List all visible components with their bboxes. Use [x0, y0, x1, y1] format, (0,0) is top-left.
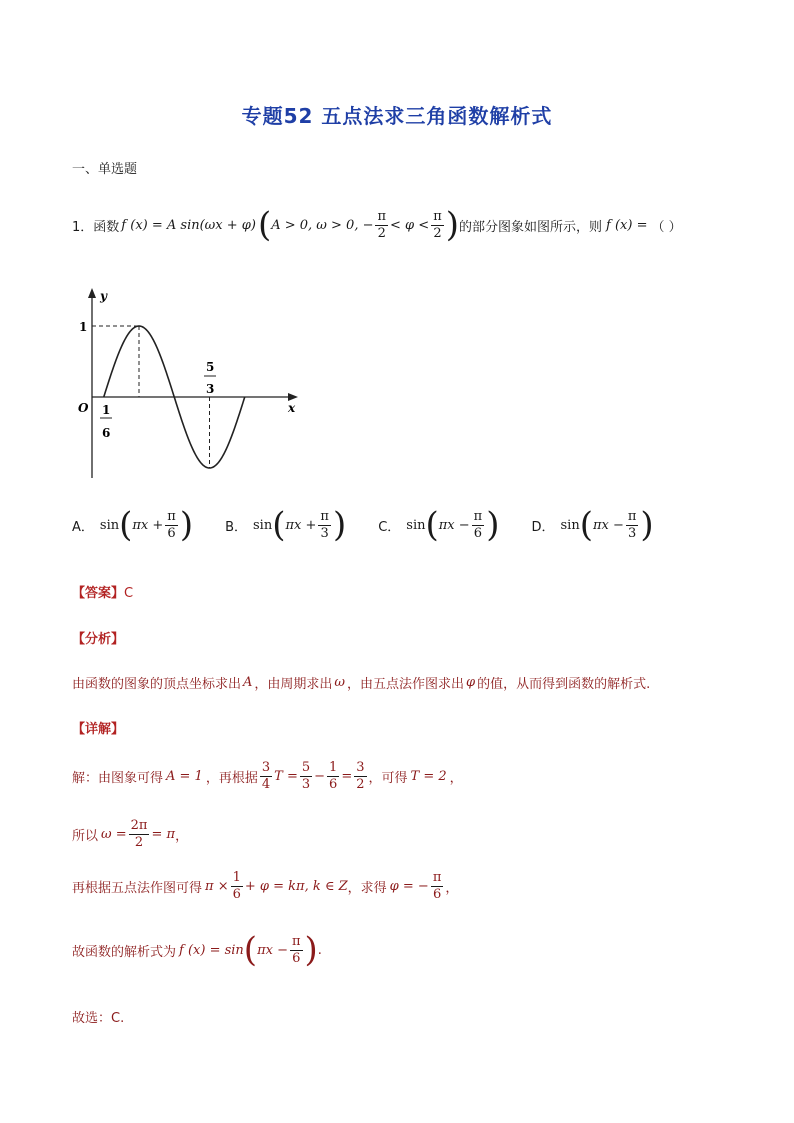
detail-line-3: 再根据五点法作图可得 π × $\frac{1}{6}$ + φ = kπ, k ∈ Z ，求得 φ = − $\frac{\pi}{6}$ ，: [72, 870, 459, 902]
x-axis-arrow: [288, 393, 298, 401]
question-number: 1．: [72, 219, 94, 235]
answer-tag: 【答案】: [72, 586, 125, 601]
options-row: [72, 505, 686, 545]
question-tail-function: f (x) =: [606, 217, 648, 233]
denominator: 2: [433, 225, 442, 241]
question-tail: 的部分图象如图所示，则: [459, 219, 603, 235]
x-axis-label: x: [288, 401, 296, 415]
y-axis-label: y: [100, 289, 107, 303]
condition-fraction-2: [431, 209, 444, 242]
answer-value: C: [124, 586, 134, 601]
option-d[interactable]: D． sin ( πx − $\frac{\pi}{3}$ ): [531, 505, 654, 545]
question-1: [72, 205, 682, 245]
page-title: 专题52 五点法求三角函数解析式: [241, 104, 553, 128]
answer-line: [72, 582, 133, 601]
numerator: π: [433, 208, 442, 224]
condition-fraction-1: [375, 209, 388, 242]
detail-line-5: 故选：C.: [72, 1011, 125, 1026]
right-paren: ): [445, 205, 459, 245]
option-b[interactable]: B． sin ( πx + $\frac{\pi}{3}$ ): [225, 505, 347, 545]
section-heading: 一、单选题: [72, 162, 138, 177]
y-axis-arrow: [88, 288, 96, 298]
condition-middle: < φ <: [390, 217, 430, 233]
answer-blank: （ ）: [651, 219, 682, 235]
origin-label: O: [78, 401, 89, 415]
tick-1-6-den: 6: [102, 426, 111, 440]
tick-1-6-num: 1: [102, 403, 111, 417]
max-value-label: 1: [79, 320, 88, 334]
sine-graph: [60, 280, 320, 490]
detail-tag: 【详解】: [72, 722, 125, 737]
analysis-text: 由函数的图象的顶点坐标求出 A ，由周期求出 ω ，由五点法作图求出 φ 的值，从而得到函数的解析式.: [72, 675, 651, 692]
analysis-tag: 【分析】: [72, 632, 125, 647]
tick-5-3-den: 3: [206, 382, 215, 396]
condition-part-a: A > 0, ω > 0, −: [271, 217, 374, 233]
question-function: f (x) = A sin(ωx + φ): [121, 217, 256, 233]
detail-line-1: 解：由图象可得 A = 1 ，再根据 $\frac{3}{4}$ T = $\frac{5}{3}$ − $\frac{1}{6}$ = $\frac{3}{2}$ ，可得 T = 2 ，: [72, 760, 463, 792]
numerator: π: [377, 208, 387, 224]
tick-5-3-num: 5: [206, 360, 215, 374]
left-paren: (: [257, 205, 272, 245]
question-lead: 函数: [93, 219, 120, 235]
detail-line-4: 故函数的解析式为 f (x) = sin ( πx − $\frac{\pi}{6}$ ) .: [72, 930, 322, 970]
denominator: 2: [377, 225, 386, 241]
option-c[interactable]: C． sin ( πx − $\frac{\pi}{6}$ ): [378, 505, 500, 545]
detail-line-2: 所以 ω = $\frac{2\pi}{2}$ = π ，: [72, 818, 189, 850]
option-a[interactable]: A． sin ( πx + $\frac{\pi}{6}$ ): [72, 505, 194, 545]
